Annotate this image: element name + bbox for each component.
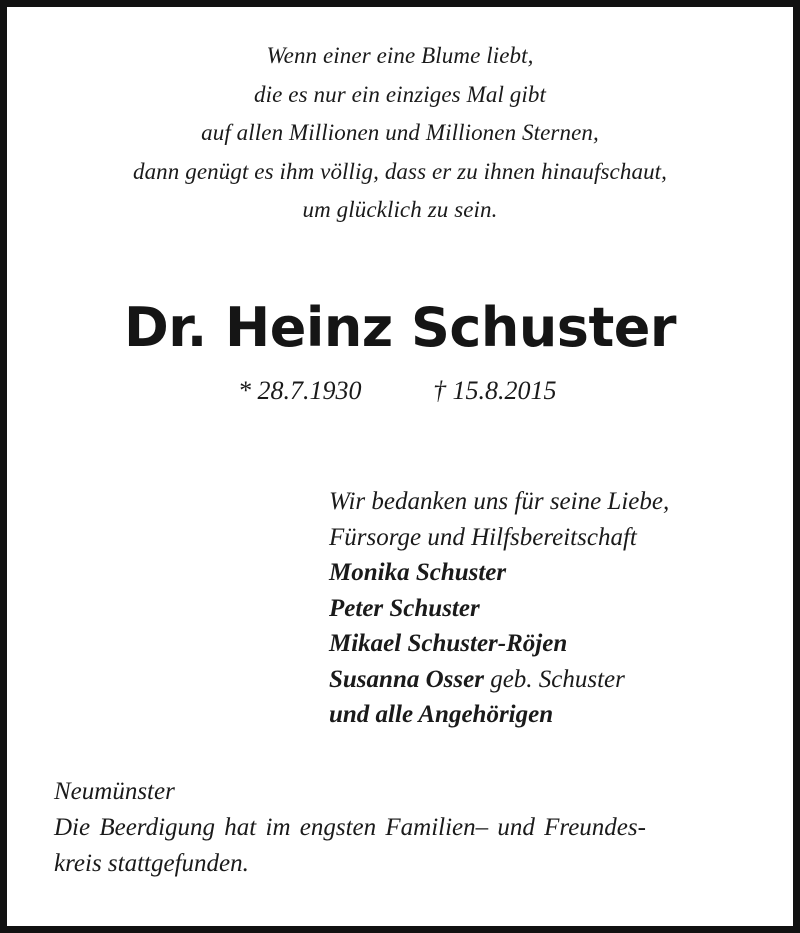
- poem-line: die es nur ein einziges Mal gibt: [254, 81, 546, 107]
- mourner-name: Monika Schuster: [329, 559, 507, 586]
- mourner-name-line: [329, 662, 669, 698]
- poem-line: auf allen Millionen und Millionen Sternen,: [201, 120, 599, 145]
- birth-date: * 28.7.1930: [238, 376, 362, 405]
- funeral-note: kreis stattgefunden.: [54, 850, 249, 877]
- poem-line: um glücklich zu sein.: [302, 197, 498, 222]
- poem-line: Wenn einer eine Blume liebt,: [266, 43, 534, 68]
- closing-line: und alle Angehörigen: [329, 701, 554, 728]
- poem-line: dann genügt es ihm völlig, dass er zu ihnen hinaufschaut,: [132, 158, 668, 184]
- funeral-note: Die Beerdigung hat im engsten Familien– und Freundes-: [54, 814, 646, 841]
- mourner-name: Peter Schuster: [329, 594, 480, 622]
- mourner-name: Mikael Schuster-Röjen: [329, 630, 568, 657]
- thanks-line: Wir bedanken uns für seine Liebe,: [329, 488, 670, 515]
- footer: [54, 774, 764, 882]
- deceased-name: Dr. Heinz Schuster: [123, 296, 677, 359]
- mourners-block: [329, 484, 669, 733]
- mourner-name: Susanna Osser: [329, 665, 484, 693]
- mourner-name-suffix: geb. Schuster: [483, 665, 625, 693]
- thanks-line: Fürsorge und Hilfsbereitschaft: [329, 523, 637, 551]
- poem: [7, 37, 793, 230]
- place: Neumünster: [54, 778, 175, 805]
- death-date: † 15.8.2015: [433, 376, 557, 405]
